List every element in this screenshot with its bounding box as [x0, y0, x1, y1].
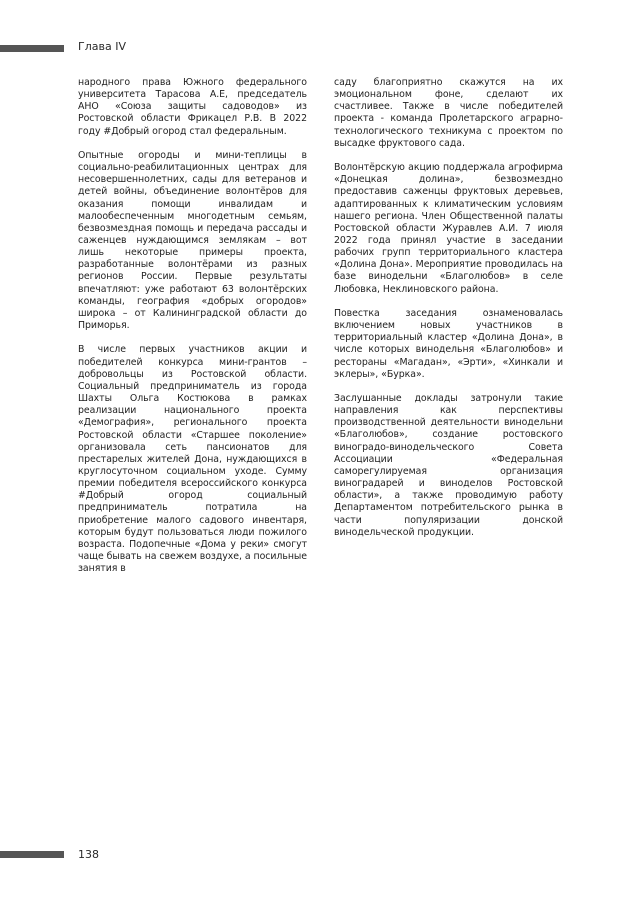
paragraph: народного права Южного федерального университета Тарасова А.Е, председатель АНО «Союза защиты садоводов» из Ростовской области Фрикацел Р.В. В 2022 году #Добрый огород стал федеральным. — [78, 77, 307, 137]
footer-decor-bar — [0, 851, 64, 858]
right-column — [334, 77, 563, 551]
paragraph: Повестка заседания ознаменовалась включением новых участников в территориальный кластер «Долина Дона», в числе которых винодельня «Благолюбов» и рестораны «Магадан», «Эрти», «Хинкали и эклеры», «Бурка». — [334, 307, 563, 380]
paragraph: Волонтёрскую акцию поддержала агрофирма «Донецкая долина», безвозмездно предоставив саженцы фруктовых деревьев, адаптированных к климатическим условиям нашего региона. Член Общественной палаты Ростовской области Журавлев А.И. 7 июля 2022 года принял участие в заседании рабочих групп территориального кластера «Долина Дона». Мероприятие проводилась на базе винодельни «Благолюбов» в селе Любовка, Неклиновского района. — [334, 162, 563, 295]
paragraph: Заслушанные доклады затронули такие направления как перспективы производственной деятельности винодельни «Благолюбов», создание ростовского виноградо-винодельческого Совета Ассоциации «Федеральная саморегулируемая организация виноградарей и виноделов Ростовской области», а также проводимую работу Департаментом потребительского рынка в части популяризации донской винодельческой продукции. — [334, 393, 563, 538]
paragraph: саду благоприятно скажутся на их эмоциональном фоне, сделают их счастливее. Также в числе победителей проекта - команда Пролетарского аграрно-технологического техникума с проектом по высадке фруктового сада. — [334, 77, 563, 149]
paragraph: Опытные огороды и мини-теплицы в социально-реабилитационных центрах для несовершеннолетних, сады для ветеранов и детей войны, объединение волонтёров для оказания помощи инвалидам и малообеспеченным многодетным семьям, безвозмездная помощь и передача рассады и саженцев нуждающимся землякам – вот лишь некоторые примеры проекта, разработанные волонтёрами из разных регионов России. Первые результаты впечатляют: уже работают 63 волонтёрских команды, география «добрых огородов» широка – от Калининградской области до Приморья. — [78, 149, 307, 332]
header-decor-bar — [0, 45, 64, 52]
paragraph: В числе первых участников акции и победителей конкурса мини-грантов – добровольцы из Ростовской области. Социальный предприниматель из города Шахты Ольга Костюкова в рамках реализации национального проекта «Демография», регионального проекта Ростовской области «Старшее поколение» организовала сеть пансионатов для престарелых жителей Дона, нуждающихся в круглосуточном социальном уходе. Сумму премии победителя всероссийского конкурса #Добрый огород социальный предприниматель потратила на приобретение малого садового инвентаря, которым будут пользоваться люди пожилого возраста. Подопечные «Дома у реки» смогут чаще бывать на свежем воздухе, а посильные занятия в — [78, 344, 307, 575]
page-number: 138 — [78, 848, 99, 861]
chapter-title: Глава IV — [78, 40, 126, 53]
left-column — [78, 77, 307, 588]
